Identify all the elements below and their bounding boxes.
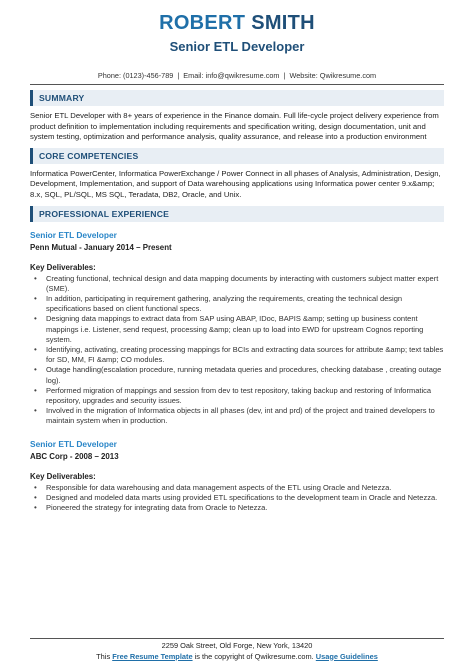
list-item: • Identifying, activating, creating processing mappings for BCIs and extracting data sources for attribute &amp; text tables for SD, MM, FI &amp; CO modules. [34,344,444,365]
footer-address: 2259 Oak Street, Old Forge, New York, 13420 [161,641,313,650]
free-resume-template-link[interactable]: Free Resume Template [112,651,193,661]
list-item: • Performed migration of mappings and session from dev to test repository, taking backup and restoring of Informatica repository, upgrades and security issues. [34,385,432,405]
bullet-icon: • [34,314,37,324]
key-deliverables-label: Key Deliverables: [30,262,96,272]
job-title: Senior ETL Developer [30,438,117,449]
list-item: • Outage handling(escalation procedure, running metadata queries and procedures, checking database , creating outage log). [34,365,442,385]
last-name: SMITH [251,12,315,34]
key-deliverables-label: Key Deliverables: [30,471,96,481]
bullet-icon: • [34,273,37,283]
page-footer [30,638,444,662]
contact-separator: | [177,71,180,80]
list-item: • Responsible for data warehousing and data management aspects of the ETL using Oracle and Netezza. [34,482,392,492]
list-item: • Creating functional, technical design and data mapping documents by interacting with customers subject matter expert (SME). [34,273,439,293]
list-item: • Designing data mappings to extract data from SAP using ABAP, IDoc, BAPIS &amp; setting up business content mappings i.e. Listener, send request, processing &amp; clean up to load into EWD for upstream Cognos reporting system. [34,314,424,344]
competencies-text: Informatica PowerCenter, Informatica PowerExchange / Power Connect in all phases of Analysis, Administration, Design, Development, Implementation, and support of Data warehousing applications using Informatica power center 9.x&amp; 8.x, SQL, PL/SQL, MS SQL, Teradata, DB2, Oracle, and Unix. [30,168,441,199]
experience-heading: PROFESSIONAL EXPERIENCE [30,206,444,222]
bullet-icon: • [34,482,37,492]
contact-separator: | [283,71,286,80]
job-entry [30,230,444,427]
contact-website[interactable]: Website: Qwikresume.com [289,71,377,80]
bullet-icon: • [34,365,37,375]
list-item: • Designed and modeled data marts using provided ETL specifications to the development team in Oracle and Netezza. [34,492,438,502]
job-entry [30,439,444,514]
first-name: ROBERT [159,12,246,34]
job-title: Senior ETL Developer [30,229,117,240]
summary-text: Senior ETL Developer with 8+ years of experience in the Finance domain. Full life-cycle project delivery experience from product definition to implementation including requirements and specification writing, design documentation, unit and system testing, optimization and performance analysis, quality assurance, and release into a production environment [30,111,439,142]
job-company: Penn Mutual - January 2014 – Present [30,242,172,252]
contact-phone: Phone: (0123)-456-789 [97,71,174,80]
footer-copyright: This Free Resume Template is the copyright of Qwikresume.com. Usage Guidelines [96,651,378,661]
job-company: ABC Corp - 2008 – 2013 [30,451,119,461]
bullet-icon: • [34,492,37,502]
list-item: • Pioneered the strategy for integrating data from Oracle to Netezza. [34,503,268,513]
candidate-role: Senior ETL Developer [169,39,305,54]
bullet-icon: • [34,406,37,416]
deliverables-list [30,483,444,514]
competencies-heading: CORE COMPETENCIES [30,148,444,164]
bullet-icon: • [34,344,37,354]
bullet-icon: • [34,293,37,303]
usage-guidelines-link[interactable]: Usage Guidelines [315,651,378,661]
bullet-icon: • [34,503,37,513]
candidate-name [30,0,444,35]
deliverables-list [30,274,444,427]
contact-email[interactable]: Email: info@qwikresume.com [183,71,280,80]
bullet-icon: • [34,385,37,395]
summary-heading: SUMMARY [30,90,444,106]
list-item: • Involved in the migration of Informatica objects in all phases (dev, int and prd) of the project and trained developers to maintain system when in production. [34,406,435,426]
list-item: • In addition, participating in requirement gathering, analyzing the requirements, creating the technical design specifications based on client functional specs. [34,293,403,314]
contact-line [30,71,444,85]
